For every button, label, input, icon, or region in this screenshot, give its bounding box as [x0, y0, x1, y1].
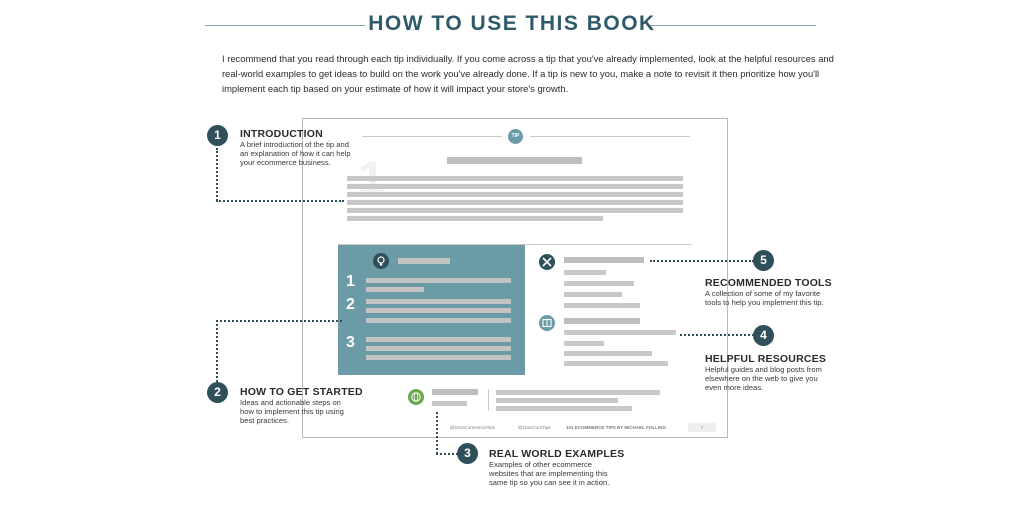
page-title: HOW TO USE THIS BOOK [368, 12, 656, 35]
placeholder-line [564, 292, 622, 297]
book-icon [539, 315, 555, 331]
placeholder-line [347, 200, 683, 205]
placeholder-line [347, 192, 683, 197]
mockup-rule [362, 136, 502, 137]
placeholder-line [366, 278, 511, 283]
placeholder-line [564, 281, 634, 286]
placeholder-line [366, 355, 511, 360]
placeholder-line [564, 330, 676, 335]
step-number: 2 [346, 296, 355, 313]
intro-paragraph: I recommend that you read through each tip individually. If you come across a tip that you've already implemented, look at the helpful resources and real-world examples to get ideas to build on the work you've already done. If a tip is new to you, make a note to revisit it then prioritize how you'll implement each tip based on your estimate of how it will impact your store's growth. [222, 53, 834, 94]
callout-badge-1: 1 [207, 125, 228, 146]
placeholder-line [564, 361, 668, 366]
callout-desc-real-world-examples: Examples of other ecommerce websites that are implementing this same tip so you can see it in action. [489, 460, 610, 487]
placeholder-title [398, 258, 450, 264]
callout-title-helpful-resources: HELPFUL RESOURCES [705, 353, 827, 365]
footer-social-1: @101eCommerceTips [450, 425, 495, 430]
connector [436, 453, 458, 455]
placeholder-title [447, 157, 582, 164]
placeholder-line [496, 390, 660, 395]
callout-desc-recommended-tools: A collection of some of my favorite tools to help you implement this tip. [705, 289, 824, 307]
placeholder-line [366, 287, 424, 292]
placeholder-line [366, 318, 511, 323]
placeholder-line [564, 351, 652, 356]
step-number: 3 [346, 334, 355, 351]
connector [680, 334, 754, 336]
title-area [0, 12, 1024, 40]
placeholder-title [564, 257, 644, 263]
placeholder-line [347, 208, 683, 213]
callout-title-real-world-examples: REAL WORLD EXAMPLES [489, 448, 625, 460]
placeholder-line [347, 176, 683, 181]
placeholder-line [564, 270, 606, 275]
mockup-rule [530, 136, 690, 137]
callout-badge-2: 2 [207, 382, 228, 403]
callout-title-recommended-tools: RECOMMENDED TOOLS [705, 277, 832, 289]
callout-badge-4: 4 [753, 325, 774, 346]
placeholder-line [366, 299, 511, 304]
placeholder-line [366, 346, 511, 351]
connector [216, 148, 218, 201]
placeholder-line [366, 337, 511, 342]
callout-badge-5: 5 [753, 250, 774, 271]
footer-page-number: 7 [688, 423, 716, 432]
placeholder-title [432, 389, 478, 395]
placeholder-title [564, 318, 640, 324]
globe-icon [408, 389, 424, 405]
footer-brand: 101 ECOMMERCE TIPS BY MICHAEL FOLLING [566, 425, 666, 430]
connector [216, 320, 342, 322]
footer-social-2: @101eComTips [518, 425, 551, 430]
placeholder-line [347, 216, 603, 221]
connector [216, 200, 344, 202]
connector [216, 320, 218, 382]
placeholder-line [347, 184, 683, 189]
callout-badge-3: 3 [457, 443, 478, 464]
placeholder-line [564, 303, 640, 308]
connector [650, 260, 754, 262]
connector [436, 412, 438, 454]
placeholder-line [496, 398, 618, 403]
tip-icon: TIP [508, 129, 523, 144]
callout-desc-how-to-get-started: Ideas and actionable steps on how to implement this tip using best practices. [240, 398, 344, 425]
step-number: 1 [346, 273, 355, 290]
callout-desc-introduction: A brief introduction of the tip and an explanation of how it can help your ecommerce business. [240, 140, 351, 167]
callout-title-how-to-get-started: HOW TO GET STARTED [240, 386, 363, 398]
callout-title-introduction: INTRODUCTION [240, 128, 323, 140]
tools-icon [539, 254, 555, 270]
lightbulb-icon [373, 253, 389, 269]
divider [488, 389, 489, 411]
placeholder-line [432, 401, 467, 406]
placeholder-line [366, 308, 511, 313]
callout-desc-helpful-resources: Helpful guides and blog posts from elsewhere on the web to give you even more ideas. [705, 365, 822, 392]
placeholder-line [496, 406, 632, 411]
placeholder-line [564, 341, 604, 346]
